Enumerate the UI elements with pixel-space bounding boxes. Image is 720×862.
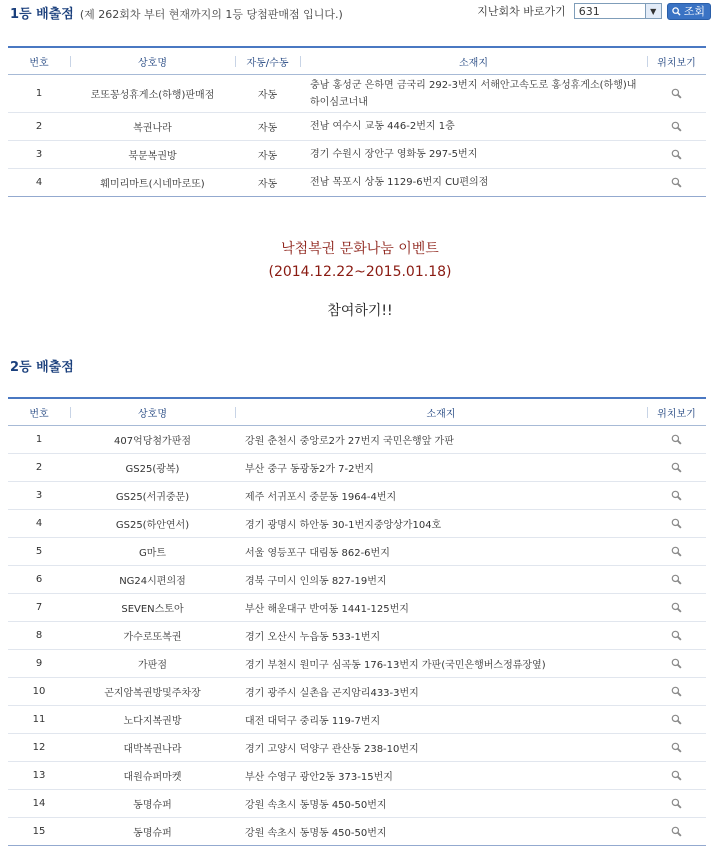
store-name: 가수로또복권	[70, 622, 235, 650]
magnifier-icon[interactable]	[671, 434, 682, 445]
view-location-button[interactable]	[647, 426, 706, 454]
view-location-button[interactable]	[647, 594, 706, 622]
table-row	[8, 622, 706, 650]
store-address: 대전 대덕구 중리동 119-7번지	[235, 706, 647, 734]
chevron-down-icon[interactable]: ▼	[645, 4, 661, 18]
second-prize-table	[8, 397, 706, 846]
store-name: 복권나라	[70, 113, 235, 141]
magnifier-icon[interactable]	[671, 149, 682, 160]
search-button[interactable]	[667, 3, 711, 20]
row-number: 15	[8, 818, 70, 846]
table-header-row	[8, 47, 706, 75]
column-header-store-name: 상호명	[70, 398, 235, 426]
view-location-button[interactable]	[647, 762, 706, 790]
magnifier-icon[interactable]	[671, 630, 682, 641]
view-location-button[interactable]	[647, 622, 706, 650]
magnifier-icon[interactable]	[671, 770, 682, 781]
table-row	[8, 510, 706, 538]
store-name: GS25(하안연서)	[70, 510, 235, 538]
store-address: 경기 부천시 원미구 심곡동 176-13번지 가판(국민은행버스정류장옆)	[235, 650, 647, 678]
table-row	[8, 762, 706, 790]
view-location-button[interactable]	[647, 113, 706, 141]
section2-title: 2등 배출점	[10, 360, 74, 375]
view-location-button[interactable]	[647, 482, 706, 510]
magnifier-icon[interactable]	[671, 574, 682, 585]
store-name: GS25(서귀중문)	[70, 482, 235, 510]
store-name: 곤지암복권방및주차장	[70, 678, 235, 706]
store-name: 북문복권방	[70, 141, 235, 169]
selection-type: 자동	[235, 169, 300, 197]
store-name: 대박복권나라	[70, 734, 235, 762]
search-button-label: 조회	[683, 5, 705, 18]
view-location-button[interactable]	[647, 818, 706, 846]
table-row	[8, 734, 706, 762]
magnifier-icon[interactable]	[671, 490, 682, 501]
store-address-line1: 전남 여수시 교동 446-2번지 1층	[310, 121, 455, 132]
table-row	[8, 594, 706, 622]
view-location-button[interactable]	[647, 454, 706, 482]
row-number: 9	[8, 650, 70, 678]
store-name: NG24시편의점	[70, 566, 235, 594]
table-row	[8, 141, 706, 169]
row-number: 2	[8, 113, 70, 141]
store-address: 경기 고양시 덕양구 관산동 238-10번지	[235, 734, 647, 762]
table-row	[8, 538, 706, 566]
store-address: 부산 수영구 광안2동 373-15번지	[235, 762, 647, 790]
store-name: 동명슈퍼	[70, 790, 235, 818]
row-number: 7	[8, 594, 70, 622]
row-number: 3	[8, 482, 70, 510]
store-address	[300, 113, 647, 141]
store-address-line2: 하이심코너내	[310, 96, 368, 108]
table-row	[8, 818, 706, 846]
table-row	[8, 482, 706, 510]
section1-title: 1등 배출점	[10, 7, 74, 22]
magnifier-icon[interactable]	[671, 826, 682, 837]
round-navigator	[477, 2, 711, 20]
table-row	[8, 678, 706, 706]
store-address: 서울 영등포구 대림동 862-6번지	[235, 538, 647, 566]
magnifier-icon[interactable]	[671, 546, 682, 557]
store-address: 강원 춘천시 중앙로2가 27번지 국민은행앞 가판	[235, 426, 647, 454]
store-name: 대원슈퍼마켓	[70, 762, 235, 790]
view-location-button[interactable]	[647, 650, 706, 678]
store-address: 경기 광명시 하안동 30-1번지중앙상가104호	[235, 510, 647, 538]
row-number: 1	[8, 75, 70, 113]
store-address: 강원 속초시 동명동 450-50번지	[235, 790, 647, 818]
view-location-button[interactable]	[647, 566, 706, 594]
store-name: 훼미리마트(시네마로또)	[70, 169, 235, 197]
magnifier-icon[interactable]	[671, 742, 682, 753]
column-header-number: 번호	[8, 47, 70, 75]
magnifier-icon[interactable]	[671, 714, 682, 725]
store-name: G마트	[70, 538, 235, 566]
table-row	[8, 426, 706, 454]
table-row	[8, 650, 706, 678]
row-number: 4	[8, 169, 70, 197]
store-address-line1: 경기 수원시 장안구 영화동 297-5번지	[310, 149, 478, 160]
magnifier-icon[interactable]	[671, 602, 682, 613]
store-name: 가판점	[70, 650, 235, 678]
selection-type: 자동	[235, 113, 300, 141]
store-name: 407억당첨가판점	[70, 426, 235, 454]
column-header-store-name: 상호명	[70, 47, 235, 75]
store-address: 제주 서귀포시 중문동 1964-4번지	[235, 482, 647, 510]
store-name: SEVEN스토아	[70, 594, 235, 622]
row-number: 13	[8, 762, 70, 790]
row-number: 1	[8, 426, 70, 454]
view-location-button[interactable]	[647, 734, 706, 762]
table-row	[8, 566, 706, 594]
view-location-button[interactable]	[647, 75, 706, 113]
table-row	[8, 454, 706, 482]
view-location-button[interactable]	[647, 678, 706, 706]
table-row	[8, 169, 706, 197]
store-address: 경기 오산시 누읍동 533-1번지	[235, 622, 647, 650]
column-header-location: 위치보기	[647, 398, 706, 426]
store-address: 부산 해운대구 반여동 1441-125번지	[235, 594, 647, 622]
store-address: 경북 구미시 인의동 827-19번지	[235, 566, 647, 594]
row-number: 3	[8, 141, 70, 169]
view-location-button[interactable]	[647, 169, 706, 197]
row-number: 2	[8, 454, 70, 482]
event-period: (2014.12.22~2015.01.18)	[268, 264, 452, 280]
table-row	[8, 706, 706, 734]
round-select[interactable]	[574, 3, 662, 19]
table-row	[8, 113, 706, 141]
store-address: 강원 속초시 동명동 450-50번지	[235, 818, 647, 846]
row-number: 6	[8, 566, 70, 594]
magnifier-icon[interactable]	[671, 658, 682, 669]
magnifier-icon[interactable]	[671, 88, 682, 99]
store-address: 부산 중구 동광동2가 7-2번지	[235, 454, 647, 482]
row-number: 8	[8, 622, 70, 650]
row-number: 5	[8, 538, 70, 566]
row-number: 11	[8, 706, 70, 734]
store-address	[300, 75, 647, 113]
store-name: 동명슈퍼	[70, 818, 235, 846]
section1-subtitle: (제 262회차 부터 현재까지의 1등 당첨판매점 입니다.)	[79, 8, 343, 21]
magnifier-icon[interactable]	[671, 518, 682, 529]
selection-type: 자동	[235, 141, 300, 169]
store-address-line1: 충남 홍성군 은하면 금국리 292-3번지 서해안고속도로 홍성휴게소(하행)내	[310, 79, 637, 91]
section1-heading	[10, 3, 343, 22]
view-location-button[interactable]	[647, 706, 706, 734]
row-number: 4	[8, 510, 70, 538]
row-number: 10	[8, 678, 70, 706]
table-row	[8, 790, 706, 818]
store-address: 경기 광주시 실촌읍 곤지암리433-3번지	[235, 678, 647, 706]
table-header-row	[8, 398, 706, 426]
store-address-line1: 전남 목포시 상동 1129-6번지 CU편의점	[310, 177, 489, 188]
store-name: 노다지복권방	[70, 706, 235, 734]
magnifier-icon[interactable]	[671, 121, 682, 132]
magnifier-icon[interactable]	[671, 686, 682, 697]
view-location-button[interactable]	[647, 538, 706, 566]
magnifier-icon[interactable]	[671, 462, 682, 473]
column-header-location: 위치보기	[647, 47, 706, 75]
magnifier-icon[interactable]	[671, 177, 682, 188]
store-name: 로또꽁성휴게소(하행)판매점	[70, 75, 235, 113]
store-address	[300, 141, 647, 169]
store-address	[300, 169, 647, 197]
view-location-button[interactable]	[647, 790, 706, 818]
event-title[interactable]: 낙첨복권 문화나눔 이벤트	[281, 241, 439, 257]
store-name: GS25(광복)	[70, 454, 235, 482]
column-header-auto-manual: 자동/수동	[235, 47, 300, 75]
row-number: 14	[8, 790, 70, 818]
view-location-button[interactable]	[647, 510, 706, 538]
magnifier-icon[interactable]	[671, 798, 682, 809]
table-row	[8, 75, 706, 113]
first-prize-table	[8, 46, 706, 197]
row-number: 12	[8, 734, 70, 762]
column-header-address: 소재지	[300, 47, 647, 75]
event-participate-link[interactable]: 참여하기!!	[327, 303, 393, 319]
selection-type: 자동	[235, 75, 300, 113]
magnifier-icon	[672, 7, 681, 16]
column-header-address: 소재지	[235, 398, 647, 426]
goto-label: 지난회차 바로가기	[477, 5, 566, 18]
column-header-number: 번호	[8, 398, 70, 426]
view-location-button[interactable]	[647, 141, 706, 169]
round-select-value: 631	[578, 4, 600, 18]
